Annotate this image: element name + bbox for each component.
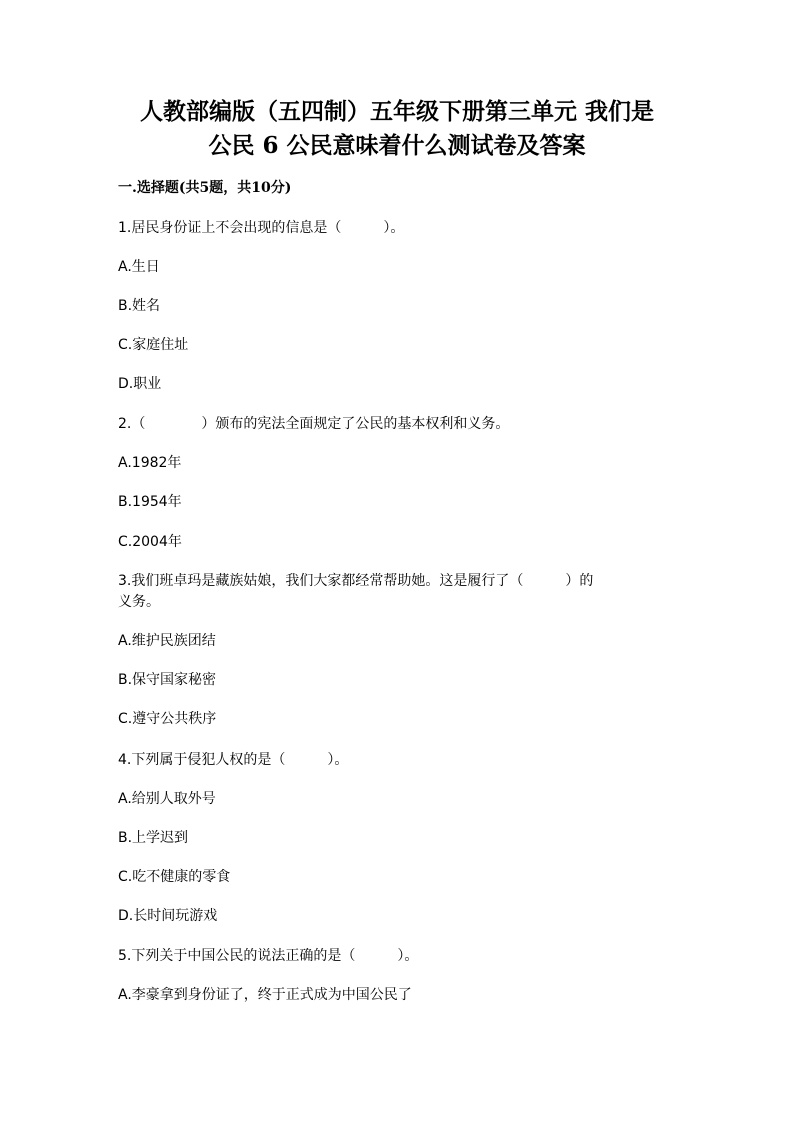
document-title-line-2: 公民 6 公民意味着什么测试卷及答案 [208,132,586,159]
question-1-option-c: C.家庭住址 [118,337,189,353]
question-4-option-a: A.给别人取外号 [118,791,216,807]
section-heading: 一.选择题(共5题，共10分) [118,180,292,196]
question-3-stem-line-2: 义务。 [118,594,160,610]
question-2-stem: 2.（ ）颁布的宪法全面规定了公民的基本权利和义务。 [118,416,510,432]
question-5-stem: 5.下列关于中国公民的说法正确的是（ ）。 [118,948,419,964]
question-1-stem: 1.居民身份证上不会出现的信息是（ ）。 [118,220,405,236]
question-1-option-d: D.职业 [118,376,162,392]
question-5-option-a: A.李豪拿到身份证了，终于正式成为中国公民了 [118,987,412,1003]
question-3-stem-line-1: 3.我们班卓玛是藏族姑娘，我们大家都经常帮助她。这是履行了（ ）的 [118,573,594,589]
question-3-option-b: B.保守国家秘密 [118,672,217,688]
question-2-option-b: B.1954年 [118,494,182,510]
question-3-option-a: A.维护民族团结 [118,633,216,649]
question-4-option-b: B.上学迟到 [118,830,189,846]
document-title-line-1: 人教部编版（五四制）五年级下册第三单元 我们是 [139,98,654,125]
question-2-option-c: C.2004年 [118,534,182,550]
question-4-option-d: D.长时间玩游戏 [118,908,218,924]
question-2-option-a: A.1982年 [118,455,182,471]
question-1-option-b: B.姓名 [118,298,161,314]
question-1-option-a: A.生日 [118,259,160,275]
question-4-stem: 4.下列属于侵犯人权的是（ ）。 [118,752,349,768]
question-3-option-c: C.遵守公共秩序 [118,711,217,727]
question-4-option-c: C.吃不健康的零食 [118,869,231,885]
